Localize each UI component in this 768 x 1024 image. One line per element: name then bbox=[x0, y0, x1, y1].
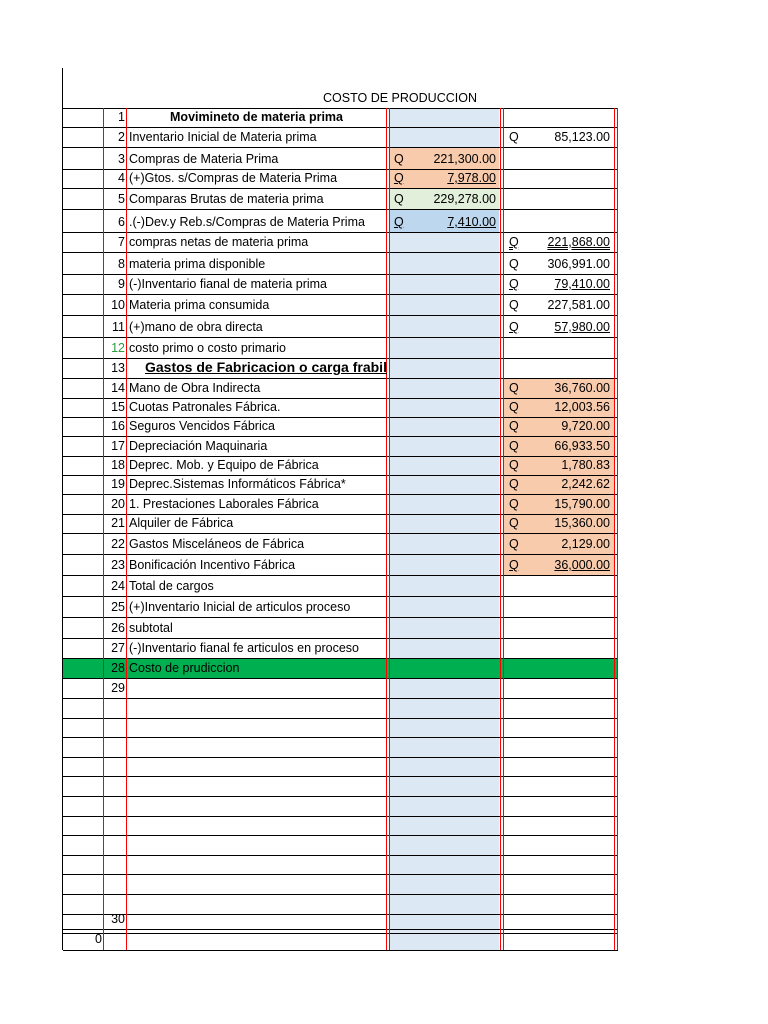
column-gridline bbox=[389, 108, 390, 950]
currency-symbol: Q bbox=[509, 277, 519, 291]
currency-symbol: Q bbox=[509, 235, 519, 249]
row-number: 16 bbox=[111, 419, 125, 433]
row-number: 18 bbox=[111, 458, 125, 472]
row-number: 19 bbox=[111, 477, 125, 491]
row-number: 21 bbox=[111, 516, 125, 530]
currency-symbol: Q bbox=[509, 130, 519, 144]
cost-value: 15,360.00 bbox=[554, 516, 610, 530]
currency-symbol: Q bbox=[509, 400, 519, 414]
row-gridline bbox=[63, 209, 618, 210]
row-label: Bonificación Incentivo Fábrica bbox=[129, 558, 296, 572]
row-label: (+)mano de obra directa bbox=[129, 320, 263, 334]
row-gridline bbox=[63, 596, 618, 597]
row-gridline bbox=[63, 835, 618, 836]
column-gridline bbox=[500, 108, 501, 950]
row-gridline bbox=[63, 252, 618, 253]
row-label: Alquiler de Fábrica bbox=[129, 516, 234, 530]
cost-value: 2,242.62 bbox=[561, 477, 610, 491]
row-label: costo primo o costo primario bbox=[129, 341, 287, 355]
row-gridline bbox=[63, 796, 618, 797]
row-number: 28 bbox=[111, 661, 125, 675]
sheet-left-border bbox=[62, 68, 63, 950]
cost-value: 15,790.00 bbox=[554, 497, 610, 511]
cost-value: 36,760.00 bbox=[554, 381, 610, 395]
row-gridline bbox=[63, 776, 618, 777]
row-label: Cuotas Patronales Fábrica. bbox=[129, 400, 281, 414]
cost-value: 85,123.00 bbox=[554, 130, 610, 144]
row-number: 27 bbox=[111, 641, 125, 655]
row-label: Compras de Materia Prima bbox=[129, 152, 279, 166]
row-gridline bbox=[63, 698, 618, 699]
row-number: 15 bbox=[111, 400, 125, 414]
row-label: Deprec. Mob. y Equipo de Fábrica bbox=[129, 458, 319, 472]
row-gridline bbox=[63, 575, 618, 576]
row-gridline bbox=[63, 147, 618, 148]
row-gridline bbox=[63, 933, 618, 934]
cost-value: 12,003.56 bbox=[554, 400, 610, 414]
row-label: Inventario Inicial de Materia prima bbox=[129, 130, 317, 144]
row-gridline bbox=[63, 617, 618, 618]
row-number: 24 bbox=[111, 579, 125, 593]
materials-column-fill bbox=[390, 108, 499, 950]
column-gridline bbox=[126, 108, 127, 950]
row-label: subtotal bbox=[129, 621, 173, 635]
row-gridline bbox=[63, 855, 618, 856]
row-number: 7 bbox=[118, 235, 125, 249]
currency-symbol: Q bbox=[509, 516, 519, 530]
row-number: 14 bbox=[111, 381, 125, 395]
cost-value: 9,720.00 bbox=[561, 419, 610, 433]
cost-value: 57,980.00 bbox=[554, 320, 610, 334]
row-gridline bbox=[63, 554, 618, 555]
row-number: 9 bbox=[118, 277, 125, 291]
row-number: 10 bbox=[111, 298, 125, 312]
purchase-value: 7,410.00 bbox=[447, 215, 496, 229]
row-number: 3 bbox=[118, 152, 125, 166]
row-gridline bbox=[63, 337, 618, 338]
row-number: 23 bbox=[111, 558, 125, 572]
row-number: 2 bbox=[118, 130, 125, 144]
row-gridline bbox=[63, 533, 618, 534]
currency-symbol: Q bbox=[509, 381, 519, 395]
row-label: Mano de Obra Indirecta bbox=[129, 381, 261, 395]
row-label: Gastos Misceláneos de Fábrica bbox=[129, 537, 305, 551]
row-number: 13 bbox=[111, 361, 125, 375]
column-gridline bbox=[386, 108, 387, 950]
row-gridline bbox=[63, 678, 618, 679]
row-label: Costo de prudiccion bbox=[129, 661, 240, 675]
row-number: 12 bbox=[111, 341, 125, 355]
cost-value: 79,410.00 bbox=[554, 277, 610, 291]
row-label: Movimineto de materia prima bbox=[170, 110, 343, 124]
cost-value: 227,581.00 bbox=[547, 298, 610, 312]
purchase-value: 7,978.00 bbox=[447, 171, 496, 185]
currency-symbol: Q bbox=[509, 298, 519, 312]
column-gridline bbox=[617, 108, 618, 950]
column-gridline bbox=[503, 108, 504, 950]
row-gridline bbox=[63, 950, 618, 951]
row-gridline bbox=[63, 294, 618, 295]
row-label: (-)Inventario fianal fe articulos en proceso bbox=[129, 641, 359, 655]
row-gridline bbox=[63, 874, 618, 875]
row-gridline bbox=[63, 914, 618, 915]
currency-symbol: Q bbox=[394, 215, 404, 229]
currency-symbol: Q bbox=[509, 419, 519, 433]
cost-value: 2,129.00 bbox=[561, 537, 610, 551]
row-label: Comparas Brutas de materia prima bbox=[129, 192, 324, 206]
cost-value: 66,933.50 bbox=[554, 439, 610, 453]
row-gridline bbox=[63, 718, 618, 719]
row-label: 1. Prestaciones Laborales Fábrica bbox=[129, 497, 319, 511]
column-gridline bbox=[614, 108, 615, 950]
row-gridline bbox=[63, 894, 618, 895]
row-number: 29 bbox=[111, 681, 125, 695]
row-gridline bbox=[63, 188, 618, 189]
purchase-value: 229,278.00 bbox=[433, 192, 496, 206]
cost-value: 1,780.83 bbox=[561, 458, 610, 472]
row-number: 30 bbox=[111, 912, 125, 926]
row-number: 22 bbox=[111, 537, 125, 551]
cost-value: 306,991.00 bbox=[547, 257, 610, 271]
row-number: 11 bbox=[112, 320, 125, 334]
row-number: 25 bbox=[111, 600, 125, 614]
row-label: .(-)Dev.y Reb.s/Compras de Materia Prima bbox=[129, 215, 365, 229]
currency-symbol: Q bbox=[509, 477, 519, 491]
currency-symbol: Q bbox=[509, 558, 519, 572]
cost-value: 36,000.00 bbox=[554, 558, 610, 572]
currency-symbol: Q bbox=[509, 439, 519, 453]
row-label: (+)Inventario Inicial de articulos proceso bbox=[129, 600, 351, 614]
row-number: 4 bbox=[118, 171, 125, 185]
row-label: materia prima disponible bbox=[129, 257, 266, 271]
currency-symbol: Q bbox=[394, 192, 404, 206]
row-gridline bbox=[63, 757, 618, 758]
currency-symbol: Q bbox=[509, 537, 519, 551]
row-label: Seguros Vencidos Fábrica bbox=[129, 419, 275, 433]
row-gridline bbox=[63, 737, 618, 738]
row-number: 20 bbox=[111, 497, 125, 511]
currency-symbol: Q bbox=[394, 171, 404, 185]
page-title: COSTO DE PRODUCCION bbox=[323, 91, 477, 105]
row-number: 5 bbox=[118, 192, 125, 206]
row-gridline bbox=[63, 929, 618, 930]
currency-symbol: Q bbox=[509, 257, 519, 271]
row-number: 26 bbox=[111, 621, 125, 635]
currency-symbol: Q bbox=[394, 152, 404, 166]
row-label: Gastos de Fabricacion o carga frabil bbox=[145, 359, 387, 375]
row-label: compras netas de materia prima bbox=[129, 235, 309, 249]
currency-symbol: Q bbox=[509, 320, 519, 334]
row-number: 1 bbox=[118, 110, 125, 124]
currency-symbol: Q bbox=[509, 497, 519, 511]
currency-symbol: Q bbox=[509, 458, 519, 472]
row-gridline bbox=[63, 315, 618, 316]
purchase-value: 221,300.00 bbox=[433, 152, 496, 166]
row-label: Deprec.Sistemas Informáticos Fábrica* bbox=[129, 477, 346, 491]
row-label: (+)Gtos. s/Compras de Materia Prima bbox=[129, 171, 338, 185]
row-number: 0 bbox=[95, 932, 102, 946]
row-number: 6 bbox=[118, 215, 125, 229]
row-label: Depreciación Maquinaria bbox=[129, 439, 268, 453]
row-gridline bbox=[63, 816, 618, 817]
row-label: (-)Inventario fianal de materia prima bbox=[129, 277, 327, 291]
cost-value: 221,868.00 bbox=[547, 235, 610, 249]
row-number: 8 bbox=[118, 257, 125, 271]
row-label: Materia prima consumida bbox=[129, 298, 270, 312]
row-label: Total de cargos bbox=[129, 579, 214, 593]
row-number: 17 bbox=[111, 439, 125, 453]
